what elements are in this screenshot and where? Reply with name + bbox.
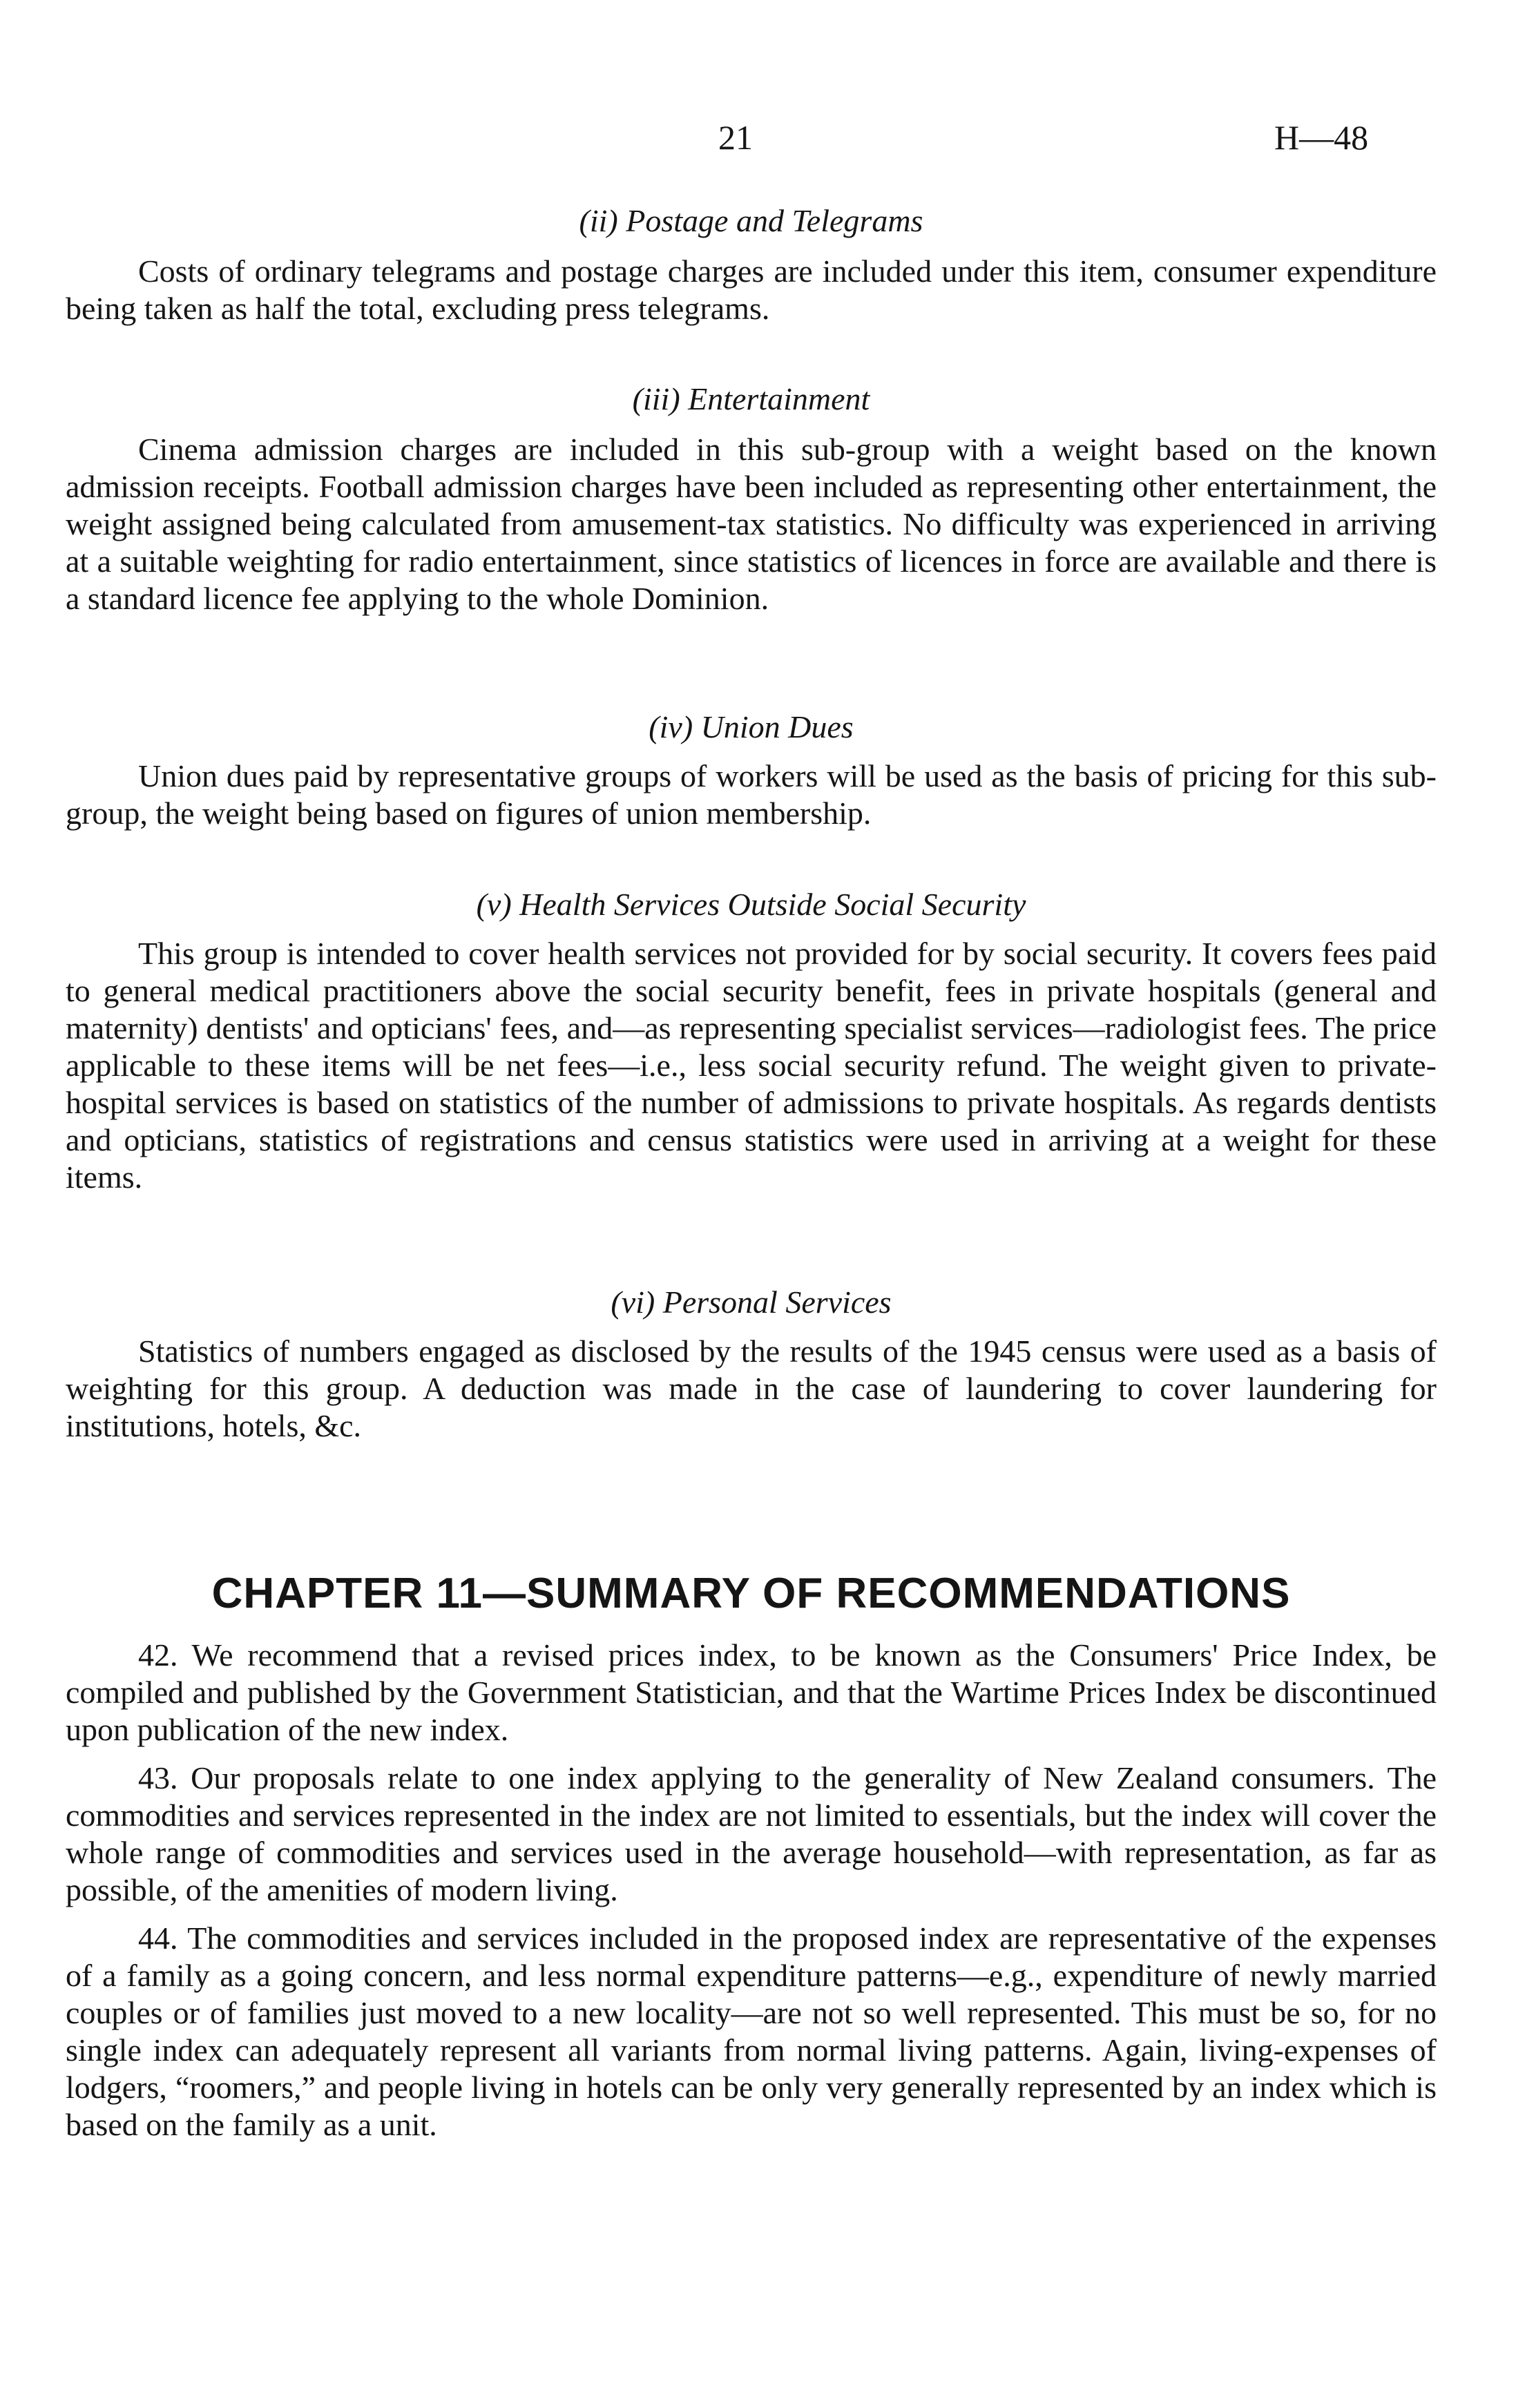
section-body-entertainment [66, 431, 1437, 617]
section-heading-health-services [66, 885, 1437, 924]
section-body-union-dues [66, 758, 1437, 832]
section-paragraph: Costs of ordinary telegrams and postage charges are included under this item, consumer expenditure being taken as half the total, excluding press telegrams. [66, 253, 1437, 326]
section-numeral: (ii) [579, 203, 618, 238]
chapter-title: CHAPTER 11—SUMMARY OF RECOMMENDATIONS [211, 1570, 1291, 1617]
section-body-postage [66, 253, 1437, 327]
page-number: 21 [718, 118, 753, 157]
section-numeral: (v) [476, 887, 512, 922]
section-numeral: (vi) [611, 1284, 655, 1320]
section-title: Personal Services [662, 1284, 892, 1320]
section-paragraph: Cinema admission charges are included in this sub-group with a weight based on the known admission receipts. Football admission charges have been included as representing other entertainment, the weight assigned being calculated from amusement-tax statistics. No difficulty was experienced in arriving at a suitable weighting for radio entertainment, since statistics of licences in force are available and there is a standard licence fee applying to the whole Dominion. [66, 432, 1437, 616]
recommendation-paragraph-43: 43. Our proposals relate to one index applying to the generality of New Zealand consumers. The commodities and services represented in the index are not limited to essentials, but the index will cover the whole range of commodities and services used in the average household—with representation, as far as possible, of the amenities of modern living. [66, 1760, 1437, 1907]
section-body-personal-services [66, 1333, 1437, 1445]
chapter-body [66, 1637, 1437, 2155]
section-numeral: (iv) [649, 709, 693, 744]
section-body-health-services [66, 935, 1437, 1196]
section-title: Health Services Outside Social Security [519, 887, 1026, 922]
section-heading-postage [66, 202, 1437, 240]
section-heading-personal-services [66, 1283, 1437, 1322]
section-numeral: (iii) [632, 381, 680, 416]
section-title: Postage and Telegrams [626, 203, 923, 238]
section-title: Union Dues [700, 709, 854, 744]
page-header [0, 117, 1516, 173]
section-paragraph: Union dues paid by representative groups of workers will be used as the basis of pricing for this sub-group, the weight being based on figures of union membership. [66, 758, 1437, 831]
section-title: Entertainment [688, 381, 870, 416]
section-paragraph: This group is intended to cover health services not provided for by social security. It covers fees paid to general medical practitioners above the social security benefit, fees in private hospitals (general and maternity) dentists' and opticians' fees, and—as representing specialist services—radiologist fees. The price applicable to these items will be net fees—i.e., less social security refund. The weight given to private-hospital services is based on statistics of the number of admissions to private hospitals. As regards dentists and opticians, statistics of registrations and census statistics were used in arriving at a weight for these items. [66, 936, 1437, 1195]
section-heading-union-dues [66, 708, 1437, 747]
section-heading-entertainment [66, 380, 1437, 418]
document-reference: H—48 [1274, 118, 1369, 157]
recommendation-paragraph-42: 42. We recommend that a revised prices index, to be known as the Consumers' Price Index, be compiled and published by the Government Statistician, and that the Wartime Prices Index be discontinued upon publication of the new index. [66, 1637, 1437, 1747]
recommendation-paragraph-44: 44. The commodities and services included in the proposed index are representative of the expenses of a family as a going concern, and less normal expenditure patterns—e.g., expenditure of newly married couples or of families just moved to a new locality—are not so well represented. This must be so, for no single index can adequately represent all variants from normal living patterns. Again, living-expenses of lodgers, “roomers,” and people living in hotels can be only very generally represented by an index which is based on the family as a unit. [66, 1920, 1437, 2142]
section-paragraph: Statistics of numbers engaged as disclosed by the results of the 1945 census were used as a basis of weighting for this group. A deduction was made in the case of laundering to cover laundering for institutions, hotels, &c. [66, 1333, 1437, 1443]
